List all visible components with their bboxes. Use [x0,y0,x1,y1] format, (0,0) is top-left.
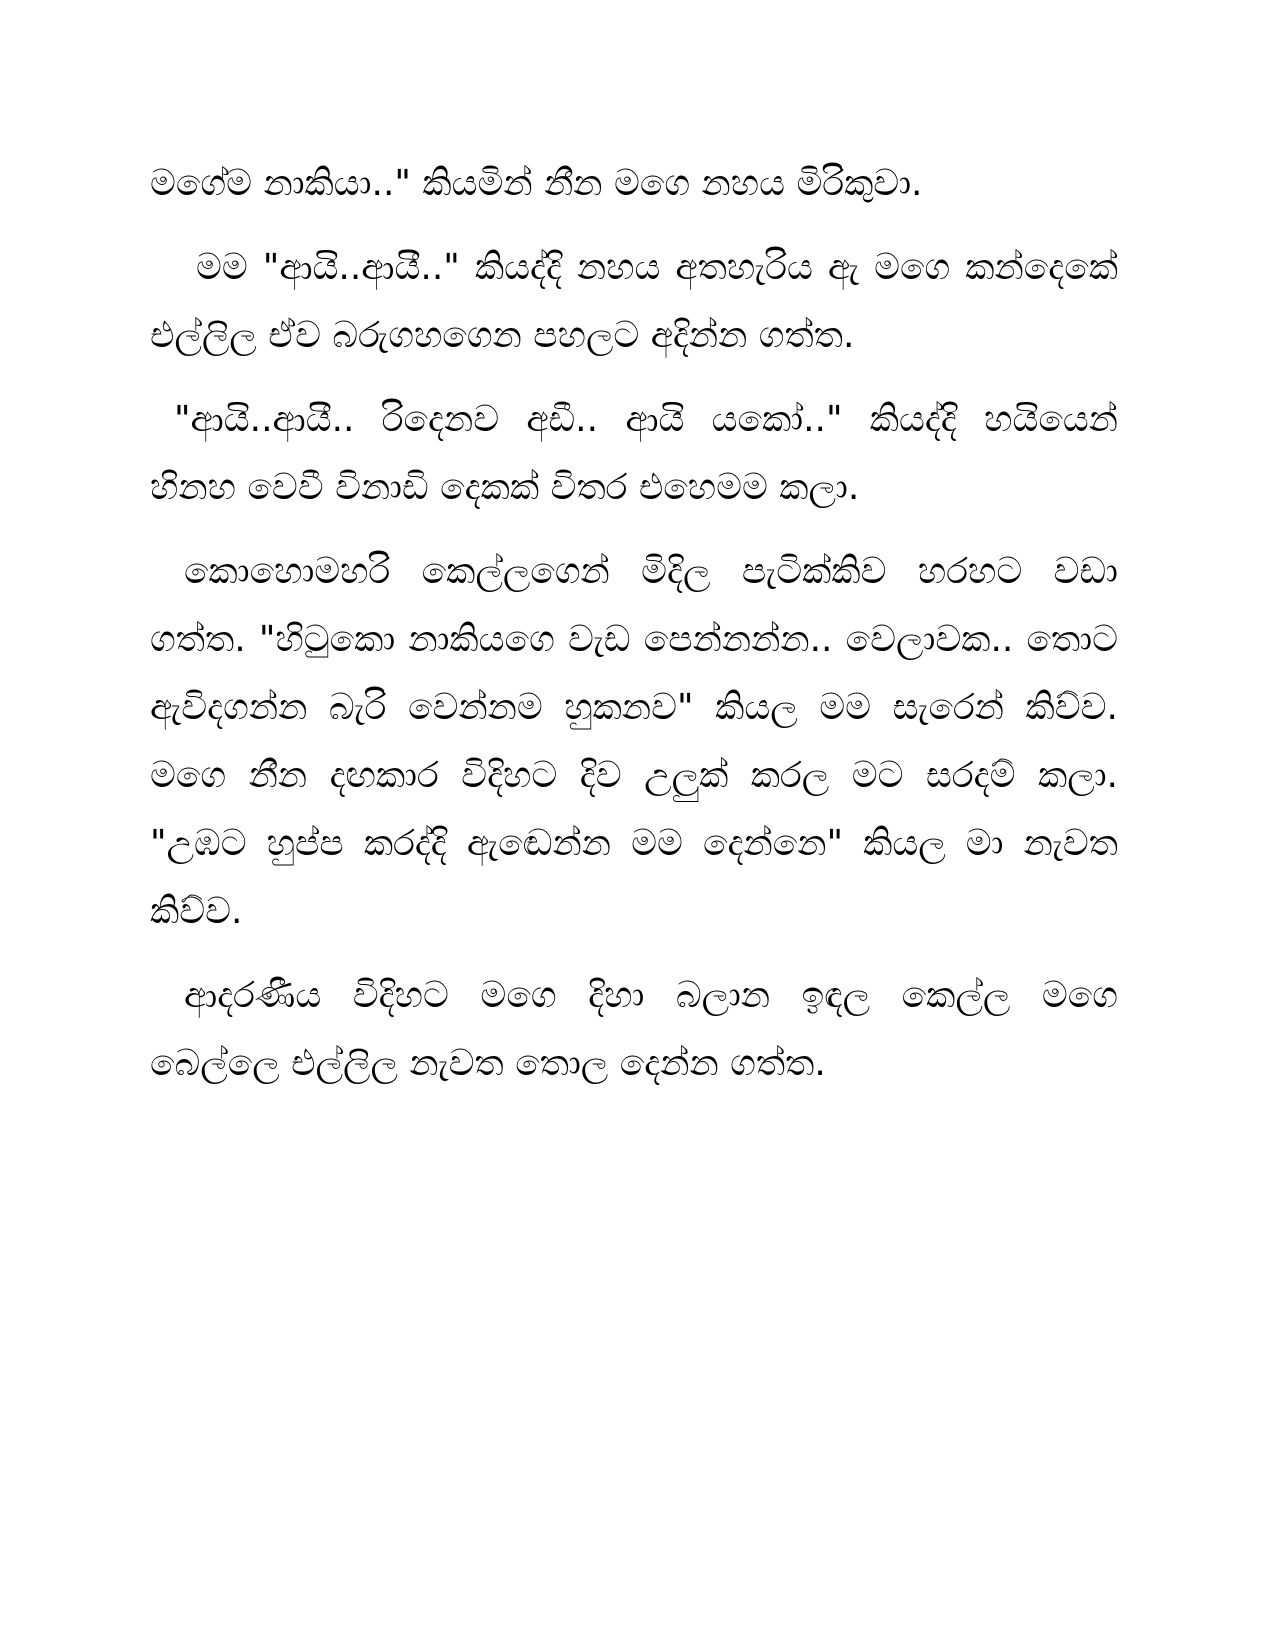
paragraph-5: ආදරණීය විදිහට මගෙ දිහා බලාන ඉඳල කෙල්ල මගෙ බෙල්ලෙ එල්ලිල නැවත තොල දෙන්න ගත්ත. [150,975,1118,1084]
paragraph-2: මම "ආයි..ආයී.." කියද්දි නහය අතහැරිය ඇ මගෙ කන්දෙකේ එල්ලිල ඒව බරුගහගෙන පහලට අදින්න ගත්ත. [150,247,1118,356]
paragraph-1: මගේම නාකියා.." කියමින් නීන මගෙ නහය මිරිකුවා. [150,163,923,204]
document-page [150,150,1118,1114]
paragraph-3: "ආයි..ආයී.. රිදෙනව අඩී.. ආයි යකෝ.." කියද්දි හයියෙන් හිනහ වෙවී විනාඩි දෙකක් විතර එහෙමම කලා. [150,399,1118,508]
paragraph-4: කොහොමහරි කෙල්ලගෙන් මිදිල පැටික්කිව හරහට වඩා ගත්ත. "හිටුකො නාකියගෙ වැඩ පෙන්නන්න.. වෙලාවක.. තොට ඇවිදගන්න බැරි වෙන්නම හුකනව" කියල මම සැරෙන් කිව්ව. මගෙ නීන දඟකාර විදිහට දිව උලුක් කරල මට සරදම් කලා. "උඹට හුප්ප කරද්දි ඇඬෙන්න මම දෙන්නෙ" කියල මා නැවත කිව්ව. [150,551,1118,932]
